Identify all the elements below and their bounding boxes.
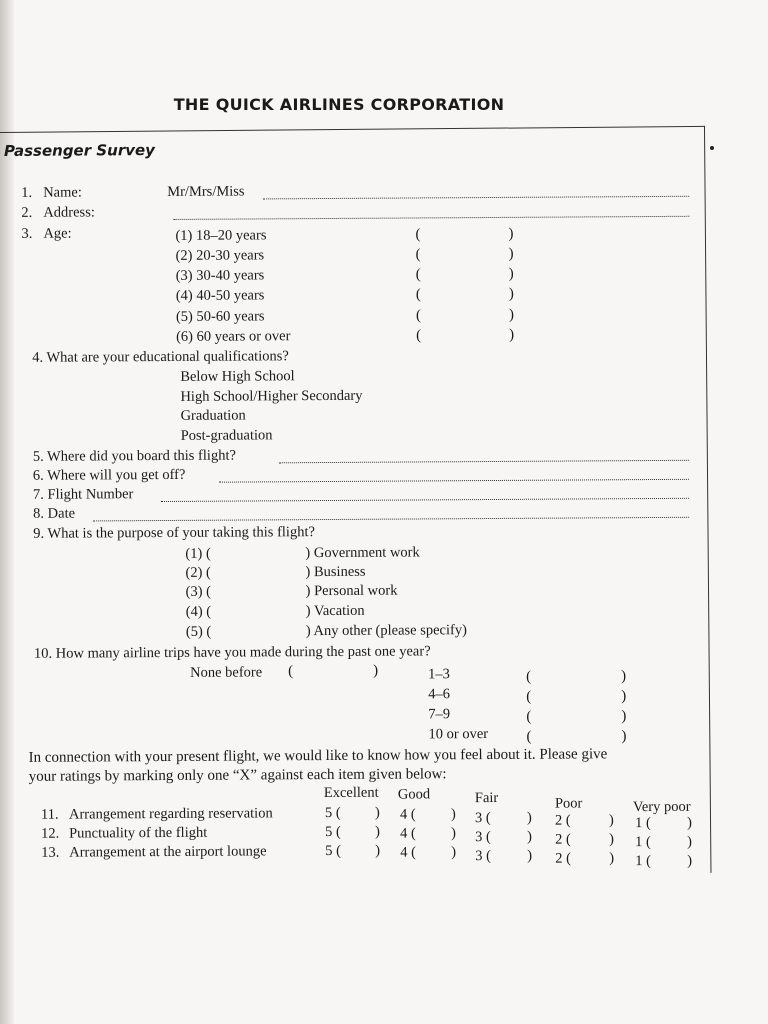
trips-option: 1–3: [428, 666, 450, 683]
purpose-option: ) Vacation: [305, 602, 365, 620]
trips-checkbox[interactable]: ( ): [526, 708, 627, 725]
education-option: Post-graduation: [180, 427, 273, 444]
rating-item-label: Punctuality of the flight: [69, 824, 208, 842]
rating-checkbox-poor[interactable]: 2 (: [554, 812, 571, 829]
rating-checkbox-close: ): [526, 809, 532, 826]
trips-option: 10 or over: [428, 726, 489, 743]
rating-checkbox-close: ): [451, 825, 456, 842]
rating-checkbox-close: ): [687, 852, 693, 869]
rating-checkbox-poor[interactable]: 2 (: [555, 850, 572, 867]
rating-checkbox-close: ): [686, 814, 692, 831]
purpose-checkbox[interactable]: (1) (: [185, 545, 211, 562]
purpose-option: ) Business: [305, 563, 366, 581]
age-option: (5) 50-60 years: [175, 308, 265, 325]
rating-header-very-poor: Very poor: [632, 798, 691, 816]
rating-checkbox-good[interactable]: 4 (: [400, 844, 416, 861]
none-before-label: None before: [190, 664, 263, 681]
flight-number-field[interactable]: [161, 486, 689, 502]
boarding-field[interactable]: [279, 448, 689, 464]
purpose-checkbox[interactable]: (3) (: [185, 583, 212, 600]
rating-header-excellent: Excellent: [323, 784, 379, 802]
rating-item-number: 13.: [41, 844, 60, 861]
purpose-option: ) Government work: [305, 544, 420, 562]
q10-label: 10. How many airline trips have you made during the past one year?: [33, 643, 431, 662]
rating-item-label: Arrangement at the airport lounge: [69, 843, 267, 861]
q7-label: 7. Flight Number: [32, 486, 134, 503]
rating-checkbox-close: ): [527, 828, 533, 845]
rating-item-label: Arrangement regarding reservation: [68, 805, 273, 823]
q1-label: Name:: [43, 184, 82, 201]
rating-header-fair: Fair: [474, 789, 499, 807]
rating-checkbox-close: ): [374, 804, 380, 821]
trips-option: 4–6: [428, 686, 451, 703]
purpose-option: ) Any other (please specify): [305, 622, 467, 640]
q1-number: 1.: [21, 184, 33, 201]
rating-checkbox-close: ): [527, 847, 533, 864]
purpose-checkbox[interactable]: (2) (: [185, 564, 211, 581]
purpose-checkbox[interactable]: (4) (: [185, 603, 212, 620]
purpose-checkbox[interactable]: (5) (: [185, 623, 212, 640]
rating-checkbox-close: ): [450, 806, 456, 823]
age-checkbox[interactable]: ( ): [415, 265, 514, 283]
q3-label: Age:: [43, 225, 72, 242]
page-title: THE QUICK AIRLINES CORPORATION: [173, 95, 505, 114]
rating-header-good: Good: [397, 786, 431, 803]
date-field[interactable]: [93, 505, 689, 522]
rating-checkbox-very-poor[interactable]: 1 (: [634, 815, 651, 832]
education-option: Below High School: [180, 368, 295, 385]
q9-label: 9. What is the purpose of your taking this flight?: [33, 524, 315, 542]
rating-checkbox-excellent[interactable]: 5 (: [325, 823, 341, 841]
ratings-intro-line2: your ratings by marking only one “X” against each item given below:: [28, 766, 447, 785]
q2-number: 2.: [21, 204, 33, 221]
rating-checkbox-very-poor[interactable]: 1 (: [635, 834, 651, 851]
age-option: (6) 60 years or over: [176, 328, 291, 345]
rating-item-number: 11.: [40, 806, 59, 823]
age-checkbox[interactable]: ( ): [416, 326, 515, 344]
age-option: (4) 40-50 years: [175, 287, 265, 304]
q2-label: Address:: [43, 204, 95, 221]
rating-checkbox-close: ): [375, 842, 381, 859]
rating-checkbox-excellent[interactable]: 5 (: [324, 804, 341, 822]
name-field[interactable]: [263, 184, 689, 200]
purpose-option: ) Personal work: [305, 582, 398, 600]
q6-label: 6. Where will you get off?: [32, 466, 186, 484]
q1-title-options: Mr/Mrs/Miss: [167, 183, 245, 200]
rating-item-number: 12.: [41, 825, 60, 842]
rating-header-poor: Poor: [554, 795, 583, 812]
none-before-checkbox[interactable]: ( ): [288, 662, 379, 680]
age-option: (3) 30-40 years: [175, 267, 265, 284]
section-title: Passenger Survey: [3, 141, 155, 160]
rating-checkbox-close: ): [609, 850, 615, 867]
age-option: (2) 20-30 years: [175, 247, 265, 264]
education-option: Graduation: [180, 407, 246, 424]
rating-checkbox-close: ): [375, 823, 380, 840]
rating-checkbox-close: ): [609, 831, 615, 848]
q4-label: 4. What are your educational qualifications?: [32, 348, 289, 366]
ratings-intro-line1: In connection with your present flight, we would like to know how you feel about it. Please give: [28, 746, 608, 766]
education-option: High School/Higher Secondary: [180, 387, 363, 405]
rating-checkbox-fair[interactable]: 3 (: [475, 848, 492, 865]
rating-checkbox-fair[interactable]: 3 (: [474, 810, 491, 827]
age-checkbox[interactable]: ( ): [415, 245, 514, 263]
rating-checkbox-close: ): [451, 844, 457, 861]
destination-field[interactable]: [219, 467, 689, 483]
trips-checkbox[interactable]: ( ): [526, 668, 627, 685]
trips-checkbox[interactable]: ( ): [526, 728, 627, 745]
rating-checkbox-close: ): [608, 812, 614, 829]
age-option: (1) 18–20 years: [175, 227, 267, 244]
rating-checkbox-very-poor[interactable]: 1 (: [635, 853, 652, 870]
trips-checkbox[interactable]: ( ): [526, 688, 627, 705]
q8-label: 8. Date: [33, 505, 76, 522]
rating-checkbox-good[interactable]: 4 (: [400, 825, 416, 842]
rating-checkbox-poor[interactable]: 2 (: [555, 831, 571, 848]
trips-option: 7–9: [428, 706, 451, 723]
q3-number: 3.: [21, 225, 33, 242]
q5-label: 5. Where did you board this flight?: [32, 447, 236, 465]
age-checkbox[interactable]: ( ): [415, 306, 514, 324]
rating-checkbox-close: ): [687, 833, 693, 850]
address-field[interactable]: [173, 204, 689, 220]
rating-checkbox-fair[interactable]: 3 (: [475, 829, 491, 846]
rating-checkbox-good[interactable]: 4 (: [399, 806, 416, 823]
age-checkbox[interactable]: ( ): [415, 285, 514, 303]
rating-checkbox-excellent[interactable]: 5 (: [325, 842, 341, 860]
age-checkbox[interactable]: ( ): [415, 225, 514, 243]
